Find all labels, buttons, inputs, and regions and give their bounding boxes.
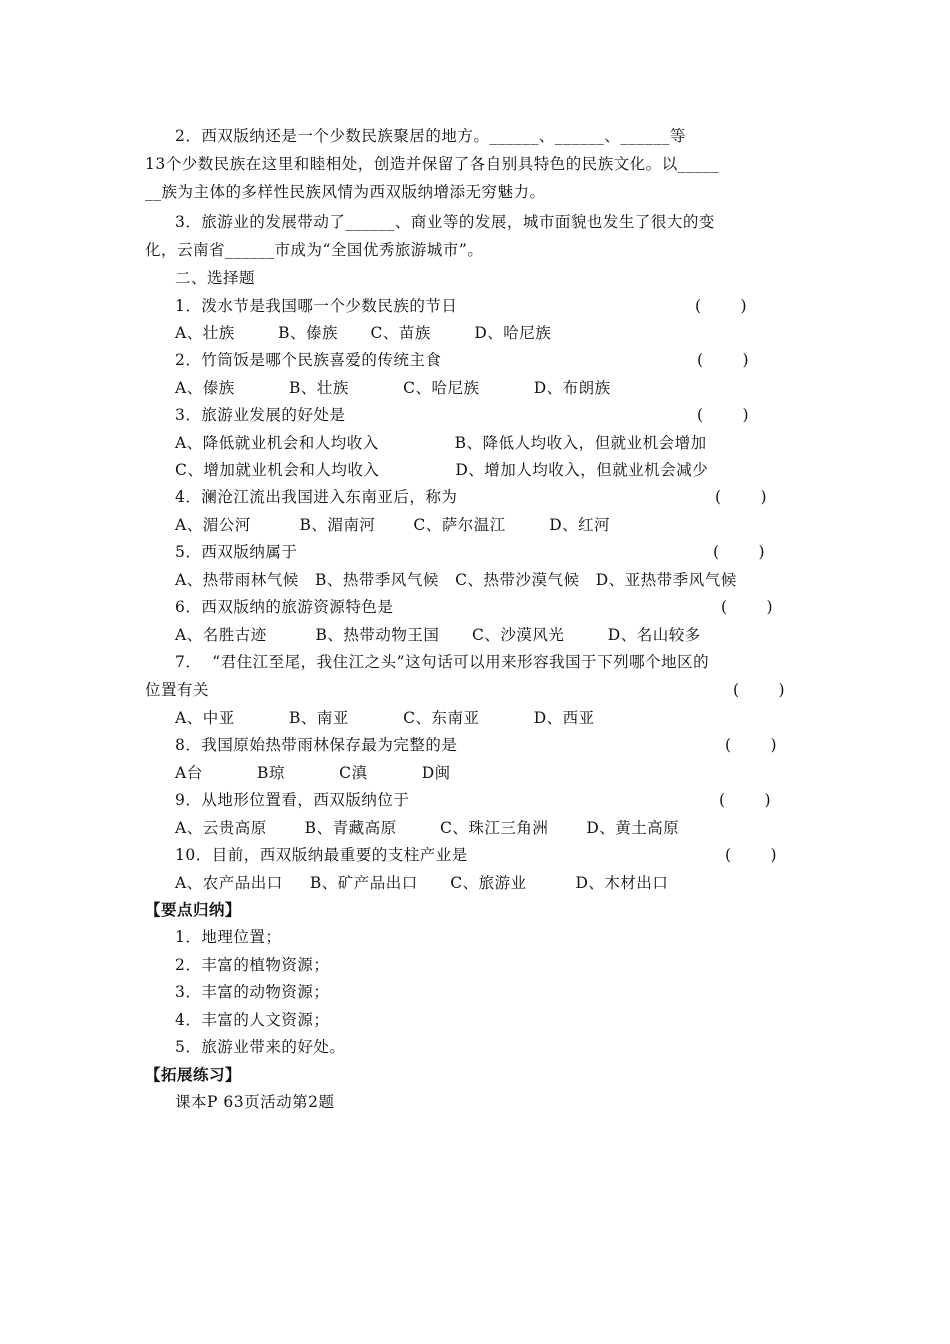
- question-7-answer-paren: ( ): [733, 681, 785, 699]
- question-9-answer-paren: ( ): [719, 791, 771, 809]
- question-10-options: A、农产品出口 B、矿产品出口 C、旅游业 D、木材出口: [175, 874, 669, 892]
- question-3-options-row1: A、降低就业机会和人均收入 B、降低人均收入，但就业机会增加: [175, 434, 707, 452]
- question-1-stem: 1．泼水节是我国哪一个少数民族的节日: [175, 297, 458, 315]
- question-4-answer-paren: ( ): [715, 488, 767, 506]
- question-7-options: A、中亚 B、南亚 C、东南亚 D、西亚: [175, 709, 595, 727]
- question-3-answer-paren: ( ): [697, 406, 749, 424]
- extension-text: 课本P 63页活动第2题: [175, 1093, 335, 1111]
- summary-item-1: 1．地理位置；: [175, 928, 282, 946]
- question-3-options-row2: C、增加就业机会和人均收入 D、增加人均收入，但就业机会减少: [175, 461, 709, 479]
- question-3-stem: 3．旅游业发展的好处是: [175, 406, 346, 424]
- question-2-options: A、傣族 B、壮族 C、哈尼族 D、布朗族: [175, 379, 611, 397]
- question-8-options: A台 B琼 C滇 D闽: [175, 764, 451, 782]
- section-heading-choice: 二、选择题: [175, 269, 256, 287]
- fill-q2-line1: 2．西双版纳还是一个少数民族聚居的地方。______、______、______等: [175, 127, 686, 145]
- question-6-options: A、名胜古迹 B、热带动物王国 C、沙漠风光 D、名山较多: [175, 626, 701, 644]
- question-9-stem: 9．从地形位置看，西双版纳位于: [175, 791, 410, 809]
- fill-q3-line1: 3．旅游业的发展带动了______、商业等的发展，城市面貌也发生了很大的变: [175, 213, 715, 231]
- summary-item-4: 4．丰富的人文资源；: [175, 1011, 330, 1029]
- question-5-stem: 5．西双版纳属于: [175, 543, 298, 561]
- question-8-answer-paren: ( ): [725, 736, 777, 754]
- question-6-stem: 6．西双版纳的旅游资源特色是: [175, 598, 394, 616]
- question-1-answer-paren: ( ): [695, 297, 747, 315]
- question-6-answer-paren: ( ): [721, 598, 773, 616]
- summary-item-5: 5．旅游业带来的好处。: [175, 1038, 346, 1056]
- question-5-answer-paren: ( ): [713, 543, 765, 561]
- extension-heading: 【拓展练习】: [145, 1065, 242, 1084]
- summary-heading: 【要点归纳】: [145, 900, 242, 919]
- summary-item-2: 2．丰富的植物资源；: [175, 956, 330, 974]
- question-7-stem-line2: 位置有关: [145, 681, 210, 699]
- question-10-answer-paren: ( ): [725, 846, 777, 864]
- question-7-stem-line1: 7． “君住江至尾，我住江之头”这句话可以用来形容我国于下列哪个地区的: [175, 653, 710, 671]
- fill-q3-line2: 化，云南省______市成为“全国优秀旅游城市”。: [145, 241, 484, 259]
- question-2-answer-paren: ( ): [697, 351, 749, 369]
- summary-item-3: 3．丰富的动物资源；: [175, 983, 330, 1001]
- question-2-stem: 2．竹筒饭是哪个民族喜爱的传统主食: [175, 351, 442, 369]
- fill-q2-line3: __族为主体的多样性民族风情为西双版纳增添无穷魅力。: [145, 183, 546, 201]
- question-1-options: A、壮族 B、傣族 C、苗族 D、哈尼族: [175, 324, 552, 342]
- question-4-options: A、湄公河 B、湄南河 C、萨尔温江 D、红河: [175, 516, 611, 534]
- question-9-options: A、云贵高原 B、青藏高原 C、珠江三角洲 D、黄土高原: [175, 819, 680, 837]
- question-5-options: A、热带雨林气候 B、热带季风气候 C、热带沙漠气候 D、亚热带季风气候: [175, 571, 737, 589]
- question-8-stem: 8．我国原始热带雨林保存最为完整的是: [175, 736, 458, 754]
- question-4-stem: 4．澜沧江流出我国进入东南亚后，称为: [175, 488, 458, 506]
- question-10-stem: 10．目前，西双版纳最重要的支柱产业是: [175, 846, 468, 864]
- fill-q2-line2: 13个少数民族在这里和睦相处，创造并保留了各自别具特色的民族文化。以_____: [145, 155, 719, 173]
